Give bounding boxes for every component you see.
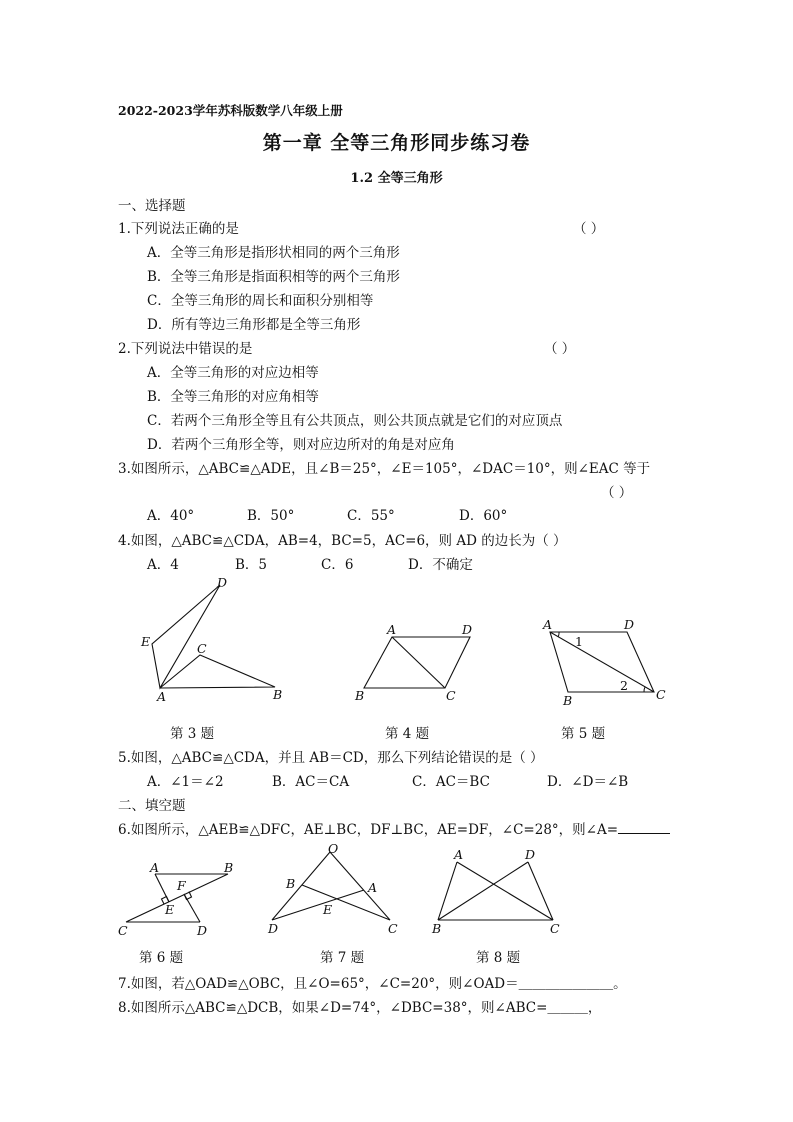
caption-figure-7: 第 7 题: [320, 950, 365, 966]
section-subtitle: 1.2 全等三角形: [350, 171, 443, 186]
fig6-label-f: F: [177, 878, 186, 893]
segment-db: [438, 862, 528, 920]
question-5-stem: 5.如图，△ABC≌△CDA，并且 AB＝CD，那么下列结论错误的是（ ）: [118, 750, 544, 766]
fig4-label-a: A: [387, 622, 397, 637]
question-2-option-a: A．全等三角形的对应边相等: [147, 365, 319, 381]
caption-figure-8: 第 8 题: [476, 950, 521, 966]
fig3-label-a: A: [157, 689, 167, 704]
question-2-option-c: C．若两个三角形全等且有公共顶点，则公共顶点就是它们的对应顶点: [147, 413, 563, 429]
question-3-option-a: A．40°: [147, 508, 195, 524]
fig7-label-o: O: [328, 841, 339, 856]
fig4-label-b: B: [355, 688, 365, 703]
figure-question-7: [262, 840, 412, 940]
section-choice-heading: 一、选择题: [118, 198, 186, 214]
fig7-label-d: D: [268, 921, 279, 936]
fig8-label-c: C: [550, 921, 560, 936]
figure-question-3: [135, 575, 295, 705]
page-title: 第一章 全等三角形同步练习卷: [262, 132, 531, 154]
question-3-stem: 3.如图所示，△ABC≌△ADE，且∠B＝25°，∠E＝105°，∠DAC＝10°，则∠EAC 等于: [118, 461, 651, 477]
question-1-option-b: B．全等三角形是指面积相等的两个三角形: [147, 269, 400, 285]
fig5-label-angle1: 1: [575, 634, 583, 649]
triangle-abc: [160, 655, 275, 688]
question-1-option-d: D．所有等边三角形都是全等三角形: [147, 317, 361, 333]
section-fill-heading: 二、填空题: [118, 798, 186, 814]
fig6-label-a: A: [150, 860, 160, 875]
fig3-label-b: B: [273, 687, 283, 702]
fig6-label-e: E: [165, 902, 175, 917]
question-6-answer-blank[interactable]: [618, 821, 670, 834]
question-2-stem: 2.下列说法中错误的是: [118, 341, 253, 357]
fig5-label-b: B: [563, 693, 573, 708]
fig7-label-e: E: [323, 902, 333, 917]
figure-question-5: [540, 615, 680, 710]
caption-figure-3: 第 3 题: [170, 726, 215, 742]
question-6-text: 6.如图所示，△AEB≌△DFC，AE⊥BC，DF⊥BC，AE=DF，∠C=28°，则∠A=: [118, 822, 619, 838]
segment-ab: [438, 862, 457, 920]
triangle-ade: [152, 585, 220, 688]
fig5-label-c: C: [656, 687, 666, 702]
fig8-label-b: B: [432, 921, 442, 936]
question-7-stem: 7.如图，若△OAD≌△OBC，且∠O=65°，∠C=20°，则∠OAD＝＿＿＿＿＿＿＿。: [118, 976, 627, 992]
question-3-option-d: D．60°: [459, 508, 508, 524]
fig5-label-d: D: [624, 617, 635, 632]
caption-figure-6: 第 6 题: [139, 950, 184, 966]
question-1-option-c: C．全等三角形的周长和面积分别相等: [147, 293, 374, 309]
question-2-option-b: B．全等三角形的对应角相等: [147, 389, 319, 405]
question-4-stem: 4.如图，△ABC≌△CDA，AB=4，BC=5，AC=6，则 AD 的边长为（ ）: [118, 533, 567, 549]
fig3-label-e: E: [141, 634, 151, 649]
question-3-answer-paren: （ ）: [601, 485, 633, 501]
question-8-stem: 8.如图所示△ABC≌△DCB，如果∠D=74°，∠DBC=38°，则∠ABC=＿＿＿，: [118, 1000, 602, 1016]
parallelogram-abcd: [364, 637, 470, 688]
document-header: 2022-2023学年苏科版数学八年级上册: [118, 103, 343, 118]
fig8-label-a: A: [454, 847, 464, 862]
question-4-option-c: C．6: [321, 557, 354, 573]
question-5-option-a: A．∠1＝∠2: [147, 774, 224, 790]
question-6-stem: [118, 818, 670, 838]
figure-question-4: [352, 618, 492, 708]
question-5-option-b: B．AC＝CA: [272, 774, 350, 790]
question-3-option-b: B．50°: [247, 508, 295, 524]
question-2-option-d: D．若两个三角形全等，则对应边所对的角是对应角: [147, 437, 455, 453]
segment-da: [272, 890, 364, 920]
question-5-option-c: C．AC＝BC: [412, 774, 490, 790]
fig6-label-c: C: [118, 923, 128, 938]
segment-od: [272, 852, 333, 920]
fig6-label-b: B: [224, 860, 234, 875]
fig8-label-d: D: [525, 847, 536, 862]
caption-figure-4: 第 4 题: [385, 726, 430, 742]
fig5-label-angle2: 2: [620, 678, 628, 693]
fig4-label-d: D: [462, 622, 473, 637]
segment-dc: [528, 862, 553, 920]
segment-ac: [457, 862, 553, 920]
caption-figure-5: 第 5 题: [561, 726, 606, 742]
figure-question-8: [428, 843, 578, 938]
fig3-label-d: D: [217, 575, 228, 590]
question-4-option-d: D．不确定: [408, 557, 473, 573]
fig5-label-a: A: [543, 617, 553, 632]
question-4-option-b: B．5: [235, 557, 268, 573]
diagonal-ac: [392, 637, 445, 688]
question-4-option-a: A．4: [147, 557, 179, 573]
fig3-label-c: C: [197, 641, 207, 656]
question-5-option-d: D．∠D＝∠B: [547, 774, 629, 790]
fig7-label-a: A: [368, 880, 378, 895]
question-3-option-c: C．55°: [347, 508, 395, 524]
question-1-option-a: A．全等三角形是指形状相同的两个三角形: [147, 245, 400, 261]
fig7-label-b: B: [286, 876, 296, 891]
fig7-label-c: C: [388, 921, 398, 936]
fig6-label-d: D: [197, 923, 208, 938]
segment-oc: [330, 852, 390, 920]
fig4-label-c: C: [446, 688, 456, 703]
question-1-answer-paren: （ ）: [573, 221, 605, 237]
question-1-stem: 1.下列说法正确的是: [118, 221, 239, 237]
figure-question-6: [118, 858, 238, 938]
question-2-answer-paren: （ ）: [544, 341, 576, 357]
